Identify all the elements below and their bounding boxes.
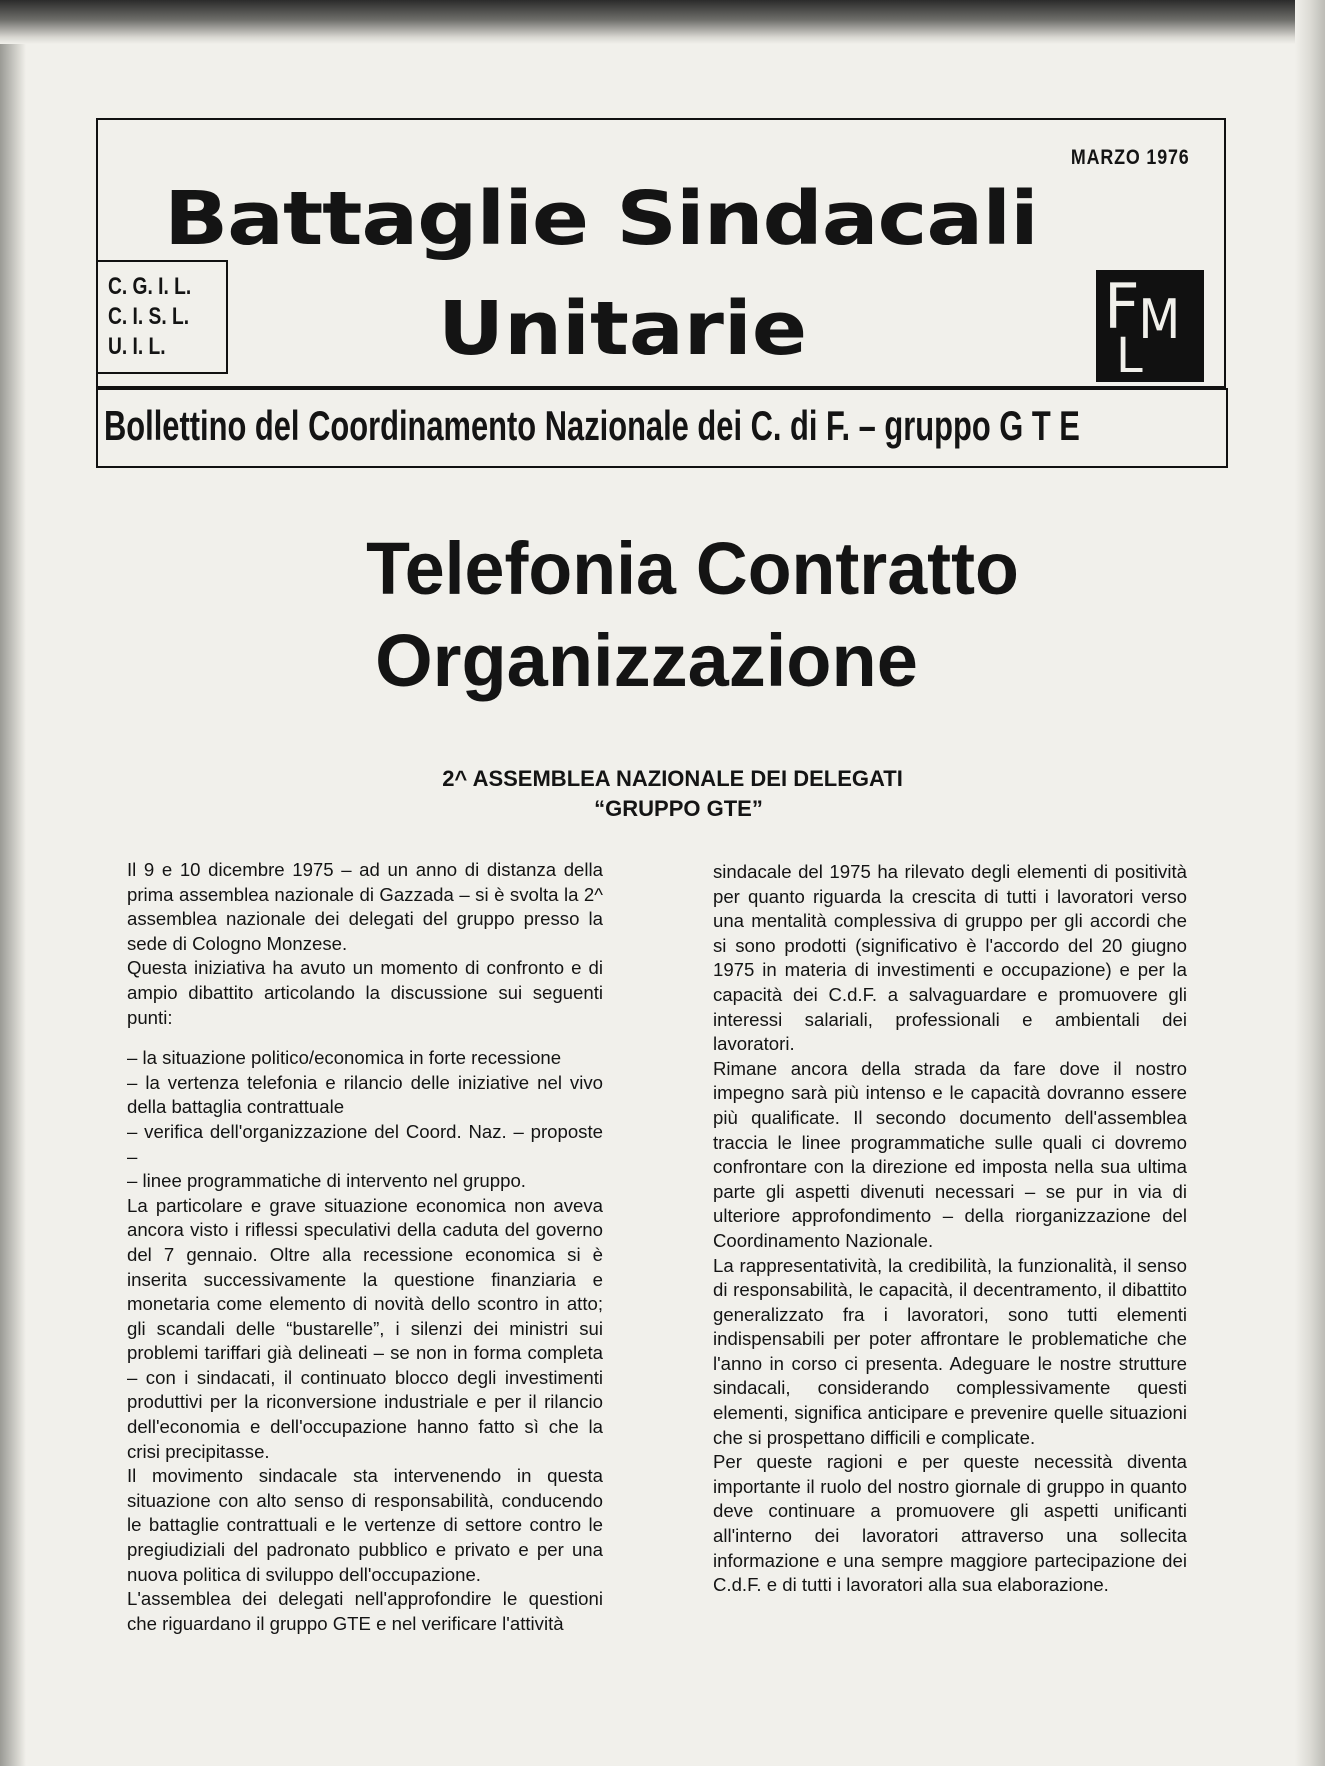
page-right-edge xyxy=(1295,0,1325,1766)
right-paragraph: Rimane ancora della strada da fare dove il nostro impegno sarà più intenso e le capacità dovranno essere più qualificate. Il secondo documento dell'assemblea traccia le linee programmatiche sulle quali ci dovremo confrontare con la direzione ed imposta nella sua ultima parte gli aspetti divenuti necessari – se pur in via di ulteriore approfondimento – della riorganizzazione del Coordinamento Nazionale. xyxy=(713,1057,1187,1251)
masthead-title-line1: Battaglie Sindacali xyxy=(164,176,1038,262)
logo-letter-l: L xyxy=(1116,328,1143,384)
masthead xyxy=(96,118,1226,449)
right-paragraph: La rappresentatività, la credibilità, la funzionalità, il senso di responsabilità, le capacità, il decentramento, il dibattito generalizzato fra i lavoratori, sono tutti elementi indispensabili per poter affrontare le problematiche che l'anno in corso ci presenta. Adeguare le nostre strutture sindacali, considerando complessivamente questi elementi, significa anticipare e prevenire quelle situazioni che si prospettano difficili e complicate. xyxy=(713,1254,1187,1448)
left-paragraph: Il 9 e 10 dicembre 1975 – ad un anno di distanza della prima assemblea nazionale di Gazzada – si è svolta la 2^ assemblea nazionale dei delegati del gruppo presso la sede di Cologno Monzese. xyxy=(127,859,603,954)
union-names-box xyxy=(98,260,228,374)
subtitle-bar xyxy=(96,388,1228,468)
masthead-title-line2: Unitarie xyxy=(438,286,808,372)
left-paragraph: La particolare e grave situazione economica non aveva ancora visto i riflessi speculativi della caduta del governo del 7 gennaio. Oltre alla recessione economica si è inserita successivamente la questione finanziaria e monetaria come elemento di novità dello scontro in atto; gli scandali delle “bustarelle”, i silenzi dei ministri sui problemi tariffari già delineati – se non in forma completa – con i sindacati, il continuato blocco degli investimenti produttivi per la riconversione industriale e per il rilancio dell'economia e dell'occupazione hanno fatto sì che la crisi precipitasse. xyxy=(127,1194,603,1462)
left-column xyxy=(127,858,603,1636)
union-cisl: C. I. S. L. xyxy=(108,303,190,330)
list-item: – la situazione politico/economica in forte recessione xyxy=(127,1047,562,1069)
page-top-shadow xyxy=(0,0,1325,44)
union-cgil: C. G. I. L. xyxy=(108,273,192,300)
spacer xyxy=(127,1030,603,1046)
page-binding-shadow xyxy=(0,0,26,1766)
left-paragraph: L'assemblea dei delegati nell'approfondire le questioni che riguardano il gruppo GTE e nel verificare l'attività xyxy=(127,1588,603,1634)
list-item: – la vertenza telefonia e rilancio delle iniziative nel vivo della battaglia contrattuale xyxy=(127,1071,603,1118)
headline-line2: Organizzazione xyxy=(375,619,918,702)
assembly-subtitle: “GRUPPO GTE” xyxy=(594,796,763,821)
issue-date: MARZO 1976 xyxy=(1071,146,1190,169)
flm-logo xyxy=(1096,270,1204,382)
right-paragraph: sindacale del 1975 ha rilevato degli elementi di positività per quanto riguarda la crescita di tutti i lavoratori verso una mentalità complessiva di gruppo per gli accordi che si sono prodotti (significativo è l'accordo del 20 giugno 1975 in materia di investimenti e occupazione) e per la capacità dei C.d.F. a salvaguardare e promuovere gli interessi salariali, professionali e ambientali dei lavoratori. xyxy=(713,861,1187,1055)
right-paragraph: Per queste ragioni e per queste necessità diventa importante il ruolo del nostro giornale di gruppo in quanto deve continuare a promuovere gli aspetti unificanti all'interno dei lavoratori attraverso una sollecita informazione e una sempre maggiore partecipazione dei C.d.F. e di tutti i lavoratori alla sua elaborazione. xyxy=(713,1451,1187,1596)
left-paragraph: Questa iniziativa ha avuto un momento di confronto e di ampio dibattito articolando la discussione sui seguenti punti: xyxy=(127,957,603,1028)
list-item: – verifica dell'organizzazione del Coord. Naz. – proposte – xyxy=(127,1120,603,1167)
left-paragraph: Il movimento sindacale sta intervenendo in questa situazione con alto senso di responsabilità, conducendo le battaglie contrattuali e le vertenze di settore contro le pregiudiziali del padronato pubblico e privato e per una nuova politica di sviluppo dell'occupazione. xyxy=(127,1465,603,1585)
masthead-subtitle: Bollettino del Coordinamento Nazionale dei C. di F. – gruppo G T E xyxy=(104,402,1080,449)
right-column xyxy=(713,860,1187,1598)
logo-letter-m: M xyxy=(1138,288,1181,351)
list-item: – linee programmatiche di intervento nel gruppo. xyxy=(127,1170,526,1192)
assembly-title: 2^ ASSEMBLEA NAZIONALE DEI DELEGATI xyxy=(442,766,903,791)
headline-line1: Telefonia Contratto xyxy=(366,527,1019,610)
union-uil: U. I. L. xyxy=(108,333,166,360)
logo-letter-f: F xyxy=(1104,270,1140,343)
